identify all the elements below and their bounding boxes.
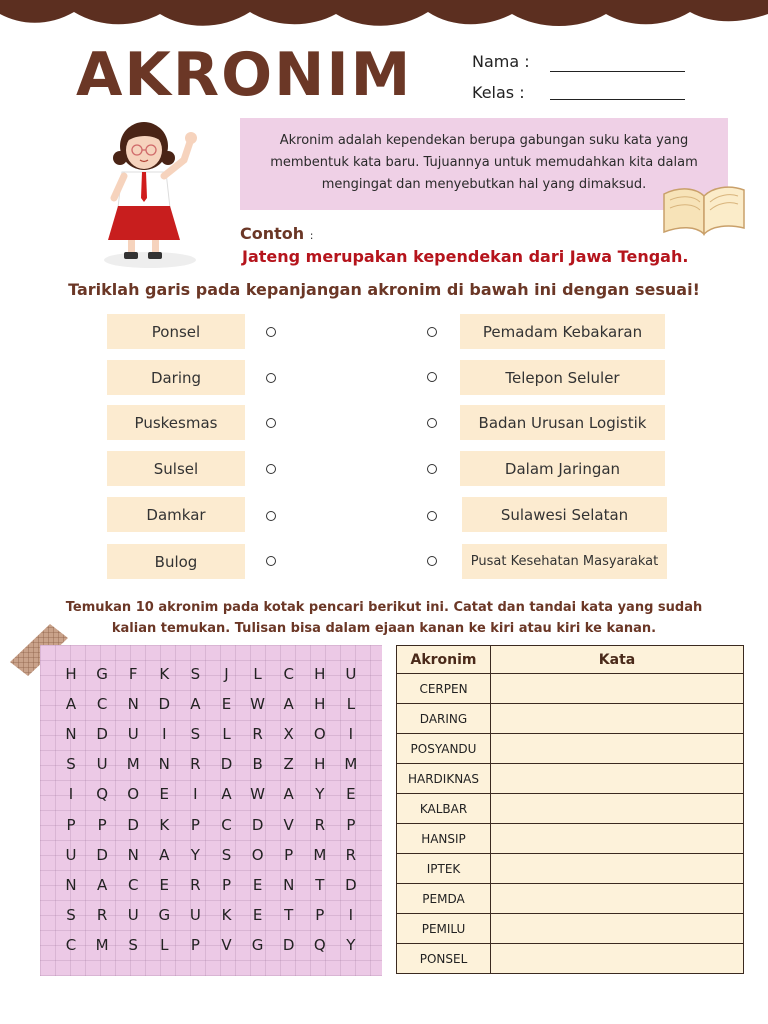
acronym-cell: HARDIKNAS bbox=[397, 764, 491, 794]
match-left-dot[interactable] bbox=[266, 464, 276, 474]
table-row bbox=[397, 884, 744, 914]
grid-letter[interactable]: M bbox=[313, 845, 327, 864]
kata-answer-cell[interactable] bbox=[491, 914, 744, 944]
grid-letter[interactable]: N bbox=[65, 875, 77, 894]
kata-answer-cell[interactable] bbox=[491, 854, 744, 884]
grid-letter[interactable]: A bbox=[159, 845, 170, 864]
grid-letter[interactable]: L bbox=[253, 665, 262, 683]
grid-letter[interactable]: K bbox=[159, 665, 170, 683]
grid-letter[interactable]: A bbox=[96, 875, 108, 894]
match-right-item: Pemadam Kebakaran bbox=[460, 314, 665, 349]
grid-letter[interactable]: Z bbox=[283, 755, 294, 774]
grid-letter[interactable]: T bbox=[284, 905, 294, 924]
grid-letter[interactable]: P bbox=[315, 905, 325, 924]
grid-letter[interactable]: S bbox=[128, 935, 138, 954]
grid-letter[interactable]: U bbox=[345, 665, 357, 683]
acronym-table bbox=[396, 645, 744, 974]
grid-letter[interactable]: B bbox=[252, 755, 263, 774]
student-girl-illustration bbox=[100, 112, 212, 272]
example-colon: : bbox=[309, 229, 314, 242]
grid-letter[interactable]: U bbox=[96, 755, 108, 774]
table-row bbox=[397, 764, 744, 794]
grid-letter[interactable]: C bbox=[96, 695, 108, 714]
grid-letter[interactable]: G bbox=[96, 665, 108, 683]
grid-letter[interactable]: Q bbox=[96, 785, 108, 804]
grid-letter[interactable]: K bbox=[221, 905, 232, 924]
grid-letter[interactable]: S bbox=[190, 725, 201, 744]
grid-letter[interactable]: P bbox=[190, 815, 200, 834]
grid-letter[interactable]: I bbox=[348, 725, 354, 744]
grid-letter[interactable]: J bbox=[224, 665, 229, 683]
kata-answer-cell[interactable] bbox=[491, 884, 744, 914]
match-right-dot[interactable] bbox=[427, 372, 437, 382]
grid-letter[interactable]: F bbox=[128, 665, 138, 683]
grid-letter[interactable]: R bbox=[190, 875, 201, 894]
grid-letter[interactable]: H bbox=[65, 665, 77, 683]
grid-letter[interactable]: L bbox=[346, 695, 356, 714]
grid-letter[interactable]: S bbox=[221, 845, 232, 864]
acronym-cell: IPTEK bbox=[397, 854, 491, 884]
match-right-item: Sulawesi Selatan bbox=[462, 497, 667, 532]
example-label bbox=[240, 224, 313, 243]
kata-answer-cell[interactable] bbox=[491, 794, 744, 824]
grid-letter[interactable]: P bbox=[97, 815, 107, 834]
table-row bbox=[397, 674, 744, 704]
grid-letter[interactable]: N bbox=[283, 875, 295, 894]
grid-letter[interactable]: N bbox=[127, 695, 139, 714]
grid-letter[interactable]: D bbox=[96, 725, 108, 744]
table-row bbox=[397, 704, 744, 734]
table-row bbox=[397, 824, 744, 854]
wordsearch-instruction-line1: Temukan 10 akronim pada kotak pencari berikut ini. Catat dan tandai kata yang sudah bbox=[65, 600, 703, 615]
grid-letter[interactable]: C bbox=[283, 665, 294, 683]
grid-letter[interactable]: N bbox=[158, 755, 170, 774]
grid-letter[interactable]: D bbox=[158, 695, 171, 714]
grid-letter[interactable]: A bbox=[221, 785, 232, 804]
grid-letter[interactable]: D bbox=[282, 935, 295, 954]
kata-answer-cell[interactable] bbox=[491, 944, 744, 974]
kata-answer-cell[interactable] bbox=[491, 704, 744, 734]
grid-letter[interactable]: Q bbox=[313, 935, 326, 954]
wordsearch-instruction-line2: kalian temukan. Tulisan bisa dalam ejaan kanan ke kiri atau kiri ke kanan. bbox=[111, 621, 657, 636]
table-row bbox=[397, 944, 744, 974]
grid-letter[interactable]: T bbox=[315, 875, 325, 894]
nama-line[interactable] bbox=[550, 71, 685, 72]
grid-letter[interactable]: K bbox=[159, 815, 170, 834]
grid-letter[interactable]: L bbox=[160, 935, 169, 954]
match-right-item: Pusat Kesehatan Masyarakat bbox=[462, 544, 667, 579]
acronym-cell: PEMDA bbox=[397, 884, 491, 914]
match-right-item: Badan Urusan Logistik bbox=[460, 405, 665, 440]
acronym-cell: KALBAR bbox=[397, 794, 491, 824]
grid-letter[interactable]: C bbox=[127, 875, 139, 894]
grid-letter[interactable]: V bbox=[221, 935, 232, 954]
grid-letter[interactable]: N bbox=[127, 845, 139, 864]
grid-letter[interactable]: I bbox=[162, 725, 167, 744]
grid-letter[interactable]: P bbox=[66, 815, 76, 834]
match-left-item: Sulsel bbox=[107, 451, 245, 486]
grid-letter[interactable]: E bbox=[159, 785, 170, 804]
grid-letter[interactable]: W bbox=[250, 695, 266, 714]
acronym-cell: PEMILU bbox=[397, 914, 491, 944]
grid-letter[interactable]: I bbox=[348, 905, 354, 924]
match-left-item: Puskesmas bbox=[107, 405, 245, 440]
acronym-cell: POSYANDU bbox=[397, 734, 491, 764]
kata-answer-cell[interactable] bbox=[491, 764, 744, 794]
definition-box: Akronim adalah kependekan berupa gabungan suku kata yang membentuk kata baru. Tujuannya untuk memudahkan kita dalam mengingat dan menyebutkan hal yang dimaksud. bbox=[240, 118, 728, 210]
grid-letter[interactable]: O bbox=[313, 725, 326, 744]
match-left-item: Damkar bbox=[107, 497, 245, 532]
column-header-akronim: Akronim bbox=[397, 646, 491, 674]
grid-letter[interactable]: I bbox=[68, 785, 74, 804]
grid-letter[interactable]: D bbox=[251, 815, 264, 834]
grid-letter[interactable]: E bbox=[159, 875, 170, 894]
grid-letter[interactable]: S bbox=[66, 905, 76, 924]
grid-letter[interactable]: X bbox=[283, 725, 294, 744]
match-left-dot[interactable] bbox=[266, 556, 276, 566]
grid-letter[interactable]: A bbox=[283, 695, 294, 714]
grid-letter[interactable]: U bbox=[189, 905, 201, 924]
grid-letter[interactable]: U bbox=[127, 905, 139, 924]
match-left-item: Ponsel bbox=[107, 314, 245, 349]
grid-letter[interactable]: G bbox=[251, 935, 264, 954]
kelas-label: Kelas : bbox=[472, 83, 525, 102]
grid-letter[interactable]: M bbox=[344, 755, 358, 774]
grid-letter[interactable]: R bbox=[190, 755, 201, 774]
match-right-dot[interactable] bbox=[427, 327, 437, 337]
grid-letter[interactable]: P bbox=[346, 815, 356, 834]
kata-answer-cell[interactable] bbox=[491, 734, 744, 764]
match-left-item: Bulog bbox=[107, 544, 245, 579]
grid-letter[interactable]: A bbox=[190, 695, 201, 714]
acronym-cell: PONSEL bbox=[397, 944, 491, 974]
table-row bbox=[397, 914, 744, 944]
kata-answer-cell[interactable] bbox=[491, 824, 744, 854]
grid-letter[interactable]: L bbox=[222, 725, 231, 744]
grid-letter[interactable]: U bbox=[127, 725, 139, 744]
match-right-dot[interactable] bbox=[427, 556, 437, 566]
matching-instruction: Tariklah garis pada kepanjangan akronim di bawah ini dengan sesuai! bbox=[68, 280, 700, 299]
grid-letter[interactable]: H bbox=[314, 695, 326, 714]
wordsearch-instruction bbox=[40, 597, 728, 639]
column-header-kata: Kata bbox=[491, 646, 744, 674]
grid-letter[interactable]: A bbox=[283, 785, 294, 804]
grid-letter[interactable]: R bbox=[314, 815, 326, 834]
grid-letter[interactable]: P bbox=[190, 935, 200, 954]
acronym-cell: DARING bbox=[397, 704, 491, 734]
grid-letter[interactable]: V bbox=[283, 815, 294, 834]
example-text: Jateng merupakan kependekan dari Jawa Tengah. bbox=[242, 247, 689, 266]
match-right-dot[interactable] bbox=[427, 511, 437, 521]
grid-letter[interactable]: E bbox=[221, 695, 232, 714]
scalloped-border bbox=[0, 0, 768, 34]
match-left-dot[interactable] bbox=[266, 511, 276, 521]
match-right-item: Telepon Seluler bbox=[460, 360, 665, 395]
grid-letter[interactable]: S bbox=[190, 665, 201, 683]
grid-letter[interactable]: A bbox=[65, 695, 77, 714]
match-left-dot[interactable] bbox=[266, 418, 276, 428]
grid-letter[interactable]: Y bbox=[315, 785, 325, 804]
example-label-text: Contoh bbox=[240, 224, 305, 243]
match-right-dot[interactable] bbox=[427, 464, 437, 474]
grid-letter[interactable]: P bbox=[221, 875, 232, 894]
grid-letter[interactable]: I bbox=[193, 785, 198, 804]
grid-letter[interactable]: E bbox=[252, 875, 263, 894]
grid-letter[interactable]: H bbox=[314, 755, 326, 774]
table-row bbox=[397, 734, 744, 764]
grid-letter[interactable]: E bbox=[346, 785, 356, 804]
grid-letter[interactable]: H bbox=[314, 665, 326, 683]
table-row bbox=[397, 794, 744, 824]
acronym-cell: CERPEN bbox=[397, 674, 491, 704]
grid-letter[interactable]: Y bbox=[346, 935, 356, 954]
grid-letter[interactable]: N bbox=[65, 725, 77, 744]
grid-letter[interactable]: M bbox=[95, 935, 109, 954]
match-left-dot[interactable] bbox=[266, 327, 276, 337]
grid-letter[interactable]: Y bbox=[190, 845, 200, 864]
grid-letter[interactable]: R bbox=[96, 905, 108, 924]
grid-letter[interactable]: O bbox=[251, 845, 264, 864]
acronym-cell: HANSIP bbox=[397, 824, 491, 854]
grid-letter[interactable]: R bbox=[252, 725, 263, 744]
grid-letter[interactable]: G bbox=[158, 905, 171, 924]
grid-letter[interactable]: U bbox=[65, 845, 77, 864]
match-right-item: Dalam Jaringan bbox=[460, 451, 665, 486]
grid-letter[interactable]: D bbox=[127, 815, 139, 834]
nama-label: Nama : bbox=[472, 52, 530, 71]
match-left-dot[interactable] bbox=[266, 373, 276, 383]
open-book-icon bbox=[660, 180, 748, 238]
grid-letter[interactable]: P bbox=[284, 845, 294, 864]
grid-letter[interactable]: D bbox=[345, 875, 357, 894]
page-title: AKRONIM bbox=[76, 40, 413, 110]
match-right-dot[interactable] bbox=[427, 418, 437, 428]
kata-answer-cell[interactable] bbox=[491, 674, 744, 704]
grid-letter[interactable]: R bbox=[345, 845, 357, 864]
grid-letter[interactable]: D bbox=[96, 845, 108, 864]
grid-letter[interactable]: E bbox=[252, 905, 263, 924]
grid-letter[interactable]: O bbox=[127, 785, 140, 804]
grid-letter[interactable]: W bbox=[250, 785, 266, 804]
grid-letter[interactable]: C bbox=[221, 815, 232, 834]
kelas-line[interactable] bbox=[550, 99, 685, 100]
grid-letter[interactable]: M bbox=[126, 755, 140, 774]
grid-letter[interactable]: D bbox=[220, 755, 233, 774]
match-left-item: Daring bbox=[107, 360, 245, 395]
table-row bbox=[397, 854, 744, 884]
grid-letter[interactable]: S bbox=[66, 755, 76, 774]
grid-letter[interactable]: C bbox=[65, 935, 77, 954]
